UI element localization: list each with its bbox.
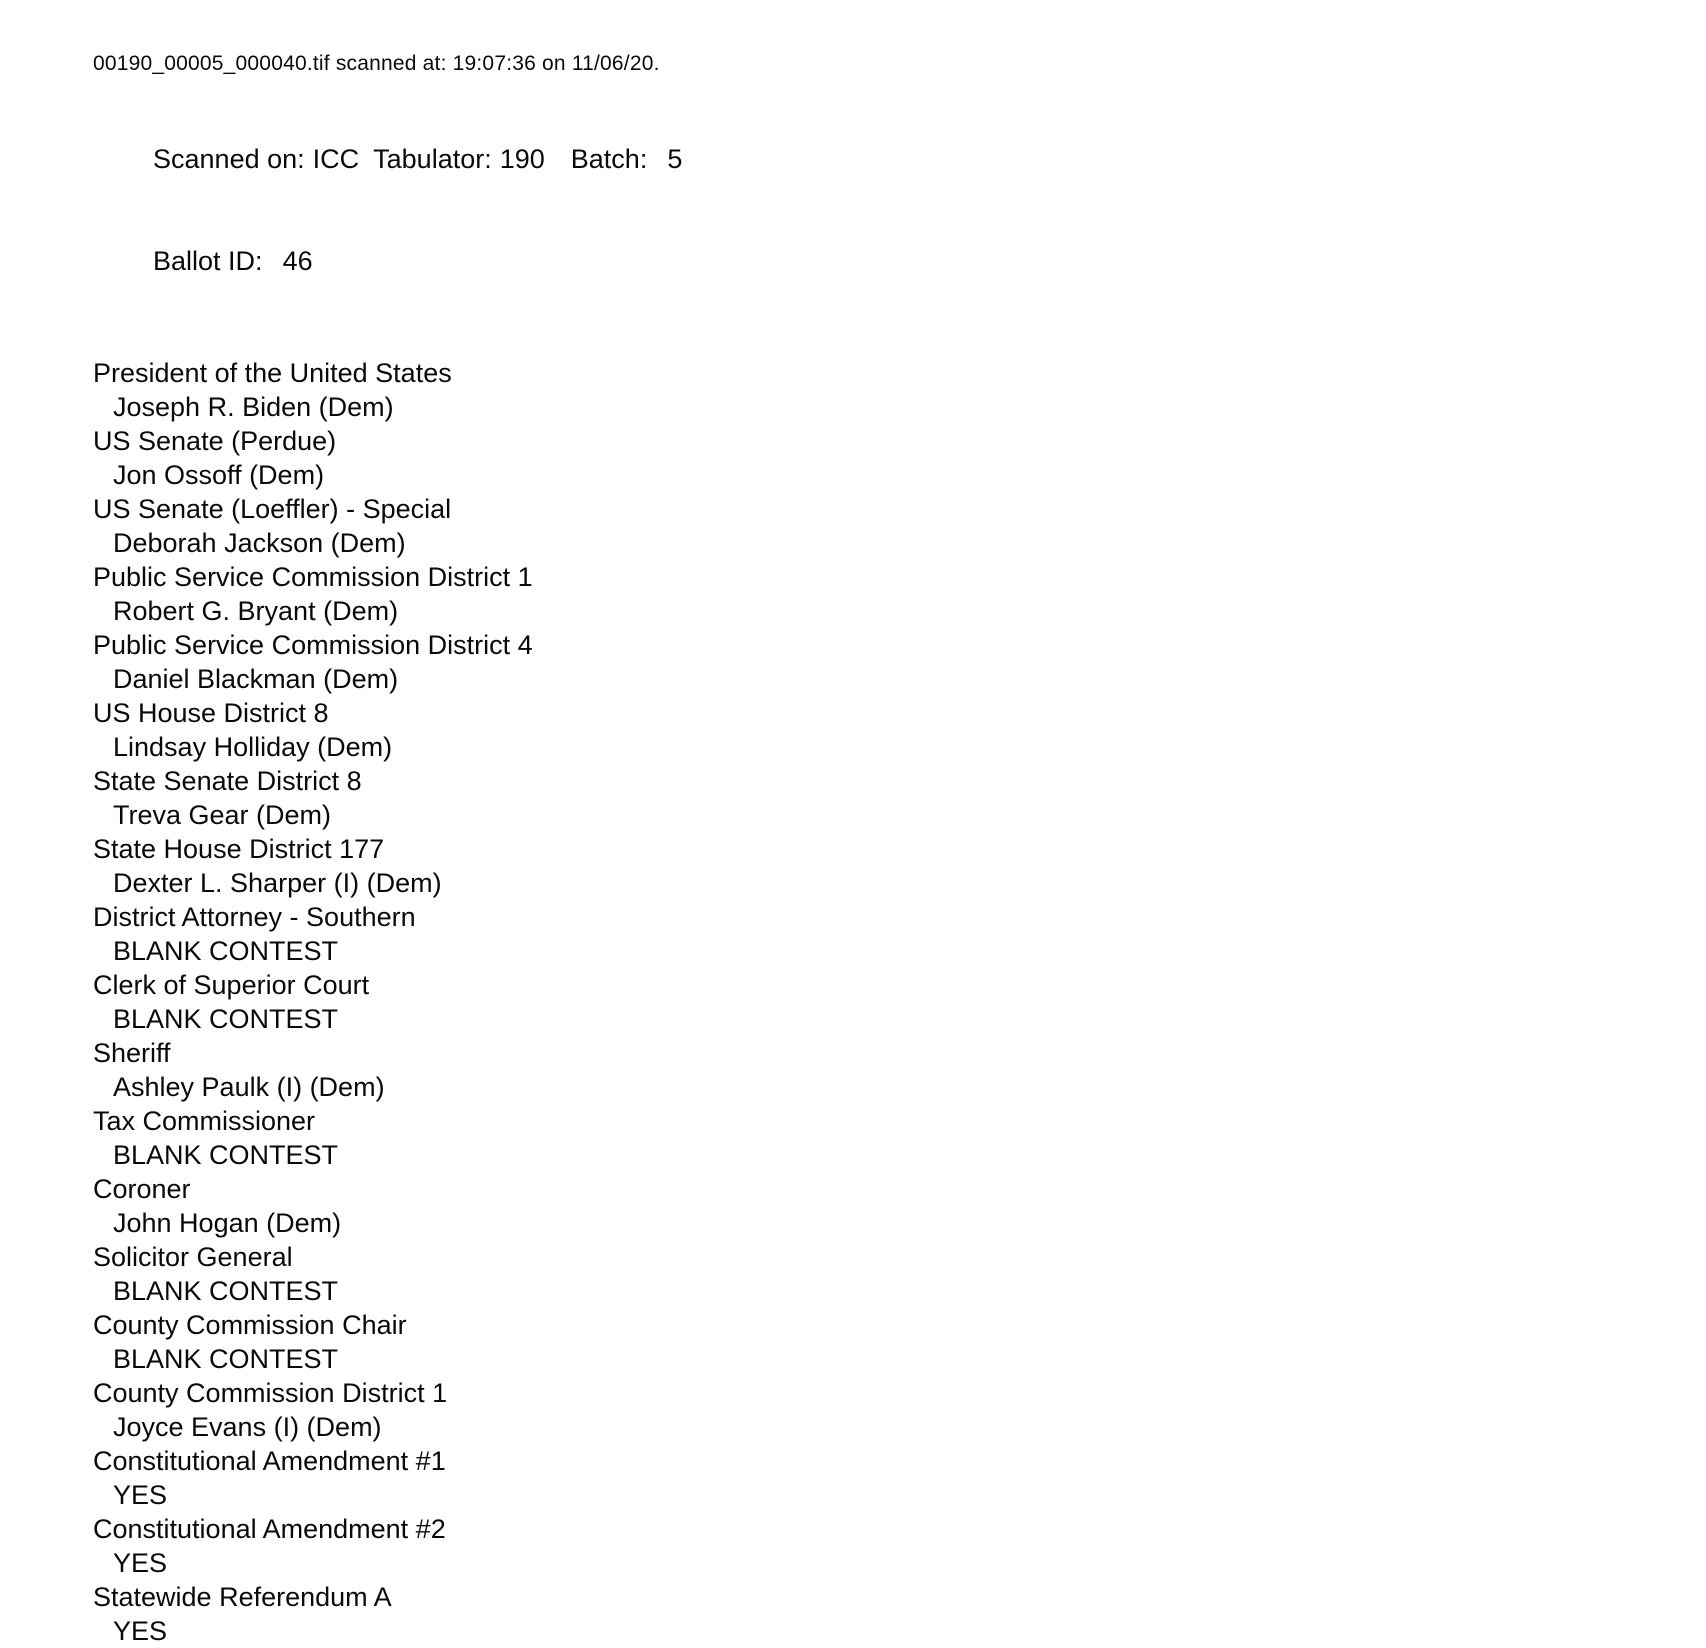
contest-row [93,1376,1706,1444]
ballot-id-value: 46 [282,246,313,276]
contest-title: Tax Commissioner [93,1106,316,1136]
contest-row [93,1172,1706,1240]
batch-value: 5 [667,144,683,174]
contest-vote: Deborah Jackson (Dem) [113,528,406,558]
batch-label: Batch: [570,144,648,174]
contest-row [93,1444,1706,1512]
contest-vote: Joseph R. Biden (Dem) [113,392,394,422]
contest-vote: BLANK CONTEST [113,1344,339,1374]
contest-vote: Ashley Paulk (I) (Dem) [113,1072,385,1102]
scanned-on-label: Scanned on: [153,144,305,174]
contest-row [93,560,1706,628]
contest-row [93,1036,1706,1104]
contest-row [93,1104,1706,1172]
contest-title: State House District 177 [93,834,385,864]
contest-vote: YES [113,1548,168,1578]
contest-row [93,1512,1706,1580]
contest-row [93,1308,1706,1376]
contest-row [93,696,1706,764]
contest-row [93,424,1706,492]
contest-vote: Dexter L. Sharper (I) (Dem) [113,868,442,898]
contest-row [93,900,1706,968]
contest-title: US House District 8 [93,698,329,728]
contest-title: President of the United States [93,358,452,388]
scan-meta-line [93,108,1706,210]
contest-row [93,764,1706,832]
contest-title: Clerk of Superior Court [93,970,370,1000]
contest-vote: Joyce Evans (I) (Dem) [113,1412,382,1442]
contest-vote: Robert G. Bryant (Dem) [113,596,399,626]
contest-title: US Senate (Perdue) [93,426,337,456]
scan-meta-block [93,108,1706,312]
contest-vote: Daniel Blackman (Dem) [113,664,399,694]
contest-title: Statewide Referendum A [93,1582,392,1612]
contest-title: State Senate District 8 [93,766,362,796]
contest-vote: BLANK CONTEST [113,1004,339,1034]
contest-title: District Attorney - Southern [93,902,416,932]
contest-vote: YES [113,1616,168,1646]
contest-row [93,968,1706,1036]
scanned-on-value: ICC [312,144,360,174]
contest-vote: Lindsay Holliday (Dem) [113,732,393,762]
contest-title: Sheriff [93,1038,171,1068]
contest-row [93,832,1706,900]
contest-vote: YES [113,1480,168,1510]
contest-title: Constitutional Amendment #2 [93,1514,446,1544]
contest-vote: Jon Ossoff (Dem) [113,460,325,490]
contest-row [93,492,1706,560]
contest-title: County Commission Chair [93,1310,407,1340]
contest-title: Public Service Commission District 4 [93,630,533,660]
contest-title: Coroner [93,1174,191,1204]
contest-vote: BLANK CONTEST [113,936,339,966]
contest-vote: BLANK CONTEST [113,1140,339,1170]
contest-row [93,628,1706,696]
contest-vote: John Hogan (Dem) [113,1208,342,1238]
contest-list [93,356,1706,1648]
scan-filename-line: 00190_00005_000040.tif scanned at: 19:07:36 on 11/06/20. [93,52,660,75]
contest-title: US Senate (Loeffler) - Special [93,494,452,524]
tabulator-value: 190 [499,144,545,174]
contest-vote: Treva Gear (Dem) [113,800,332,830]
tabulator-label: Tabulator: [373,144,492,174]
contest-title: Solicitor General [93,1242,293,1272]
contest-row [93,1580,1706,1648]
contest-title: Constitutional Amendment #1 [93,1446,446,1476]
contest-row [93,356,1706,424]
contest-vote: BLANK CONTEST [113,1276,339,1306]
ballot-id-label: Ballot ID: [153,246,263,276]
ballot-id-line [93,210,1706,312]
contest-row [93,1240,1706,1308]
contest-title: County Commission District 1 [93,1378,448,1408]
contest-title: Public Service Commission District 1 [93,562,533,592]
